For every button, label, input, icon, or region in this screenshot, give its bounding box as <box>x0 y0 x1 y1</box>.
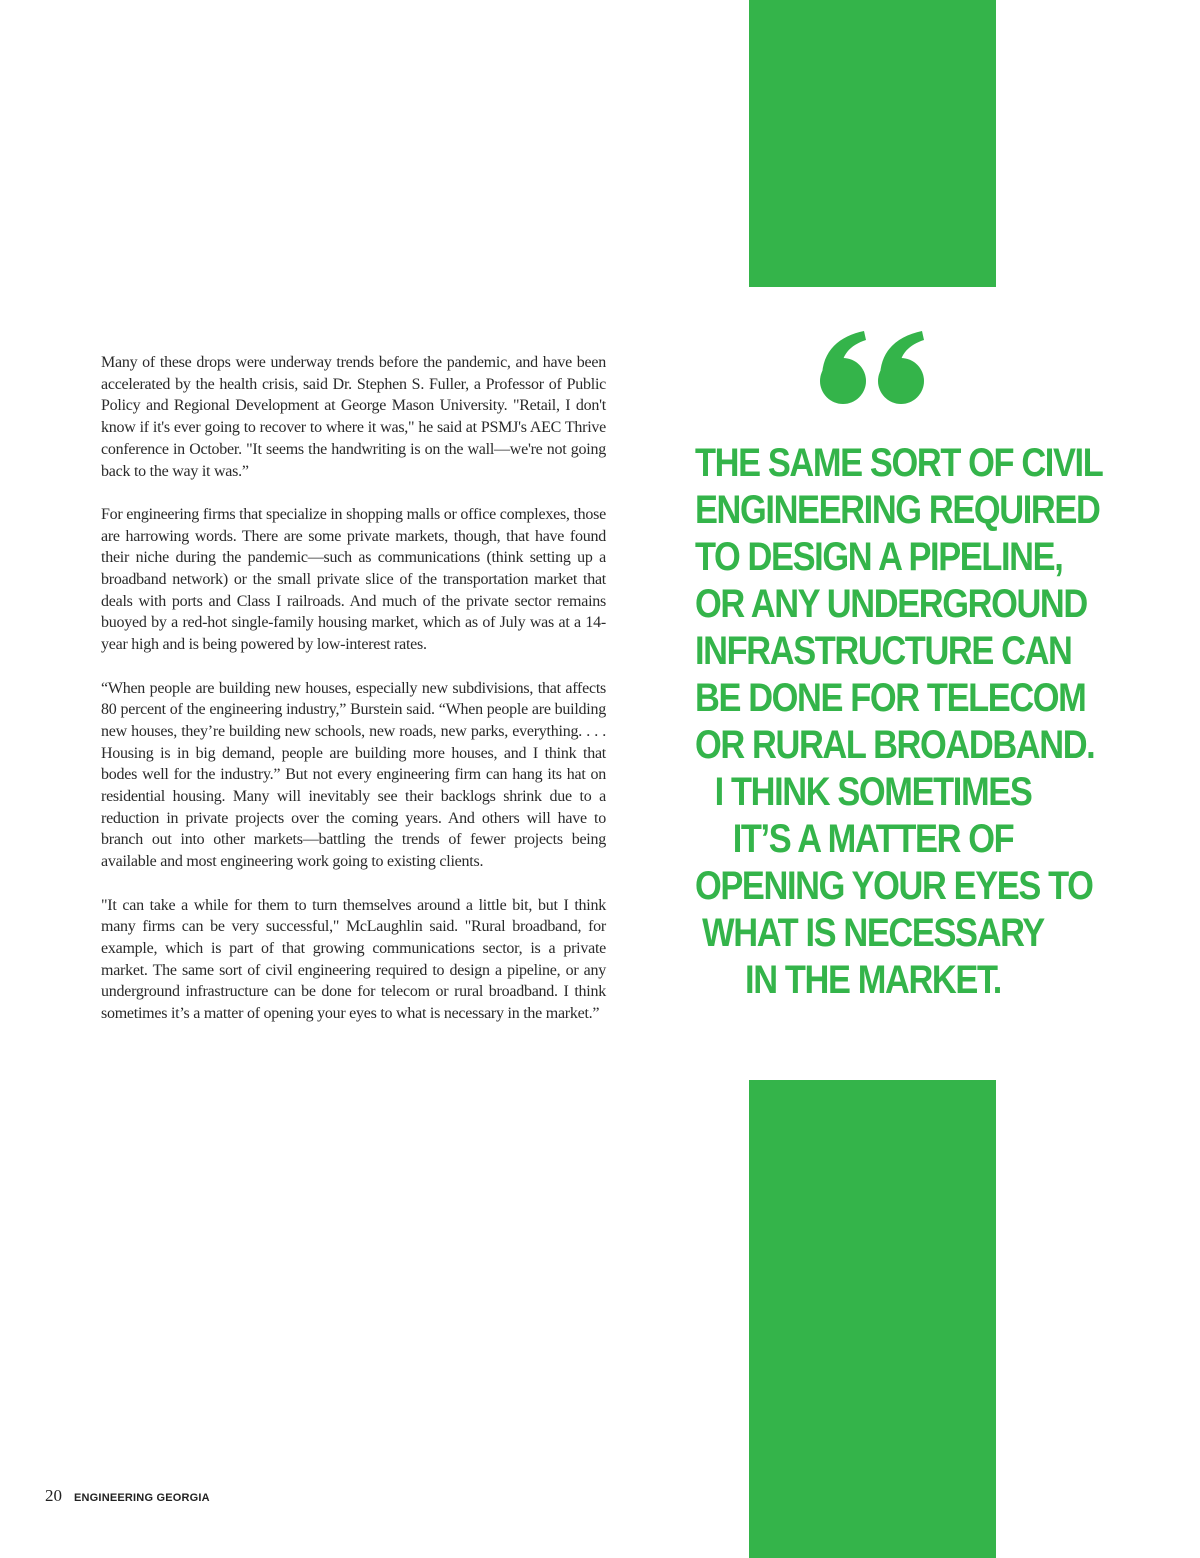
article-paragraph: "It can take a while for them to turn themselves around a little bit, but I think many firms can be very successful," McLaughlin said. "Rural broadband, for example, which is part of that growing communications sector, is a private market. The same sort of civil engineering required to design a pipeline, or any underground infrastructure can be done for telecom or rural broadband. I think sometimes it’s a matter of opening your eyes to what is necessary in the market.” <box>101 896 606 1023</box>
pull-quote-line: OR RURAL BROADBAND. <box>694 723 1095 767</box>
pull-quote-line: IN THE MARKET. <box>745 958 1001 1002</box>
page-number: 20 <box>45 1486 62 1505</box>
article-paragraph: “When people are building new houses, especially new subdivisions, that affects 80 percent of the engineering industry,” Burstein said. “When people are building new houses, they’re building new schools, new roads, new parks, everything. . . . Housing is in big demand, people are building more houses, and I think that bodes well for the industry.” But not every engineering firm can hang its hat on residential housing. Many will inevitably see their backlogs shrink due to a reduction in private projects over the coming years. And others will have to branch out into other markets—battling the trends of fewer projects being available and most engineering work going to existing clients. <box>101 679 606 871</box>
pull-quote-line: INFRASTRUCTURE CAN <box>694 629 1072 673</box>
opening-quote-icon <box>812 300 932 430</box>
pull-quote-line: ENGINEERING REQUIRED <box>694 488 1100 532</box>
green-accent-bar-bottom <box>749 1080 996 1558</box>
pull-quote-line: OR ANY UNDERGROUND <box>694 582 1087 626</box>
article-body <box>101 352 606 1046</box>
pull-quote-line: IT’S A MATTER OF <box>732 817 1014 861</box>
pull-quote-line: OPENING YOUR EYES TO <box>694 864 1093 908</box>
article-paragraph: For engineering firms that specialize in shopping malls or office complexes, those are harrowing words. There are some private markets, though, that have found their niche during the pandemic—such as communications (think setting up a broadband network) or the small private slice of the transportation market that deals with ports and Class I railroads. And much of the private sector remains buoyed by a red-hot single-family housing market, which as of July was at a 14-year high and is being powered by low-interest rates. <box>101 505 606 654</box>
pull-quote <box>694 440 1103 1004</box>
pull-quote-line: THE SAME SORT OF CIVIL <box>694 441 1103 485</box>
pull-quote-line: TO DESIGN A PIPELINE, <box>694 535 1063 579</box>
page-footer <box>45 1486 210 1506</box>
pull-quote-line: BE DONE FOR TELECOM <box>694 676 1086 720</box>
publication-name: ENGINEERING GEORGIA <box>74 1492 210 1504</box>
pull-quote-line: WHAT IS NECESSARY <box>702 911 1044 955</box>
pull-quote-line: I THINK SOMETIMES <box>714 770 1032 814</box>
green-accent-bar-top <box>749 0 996 287</box>
article-paragraph: Many of these drops were underway trends before the pandemic, and have been accelerated by the health crisis, said Dr. Stephen S. Fuller, a Professor of Public Policy and Regional Development at George Mason University. "Retail, I don't know if it's ever going to recover to where it was," he said at PSMJ's AEC Thrive conference in October. "It seems the handwriting is on the wall—we're not going back to the way it was.” <box>101 354 606 480</box>
